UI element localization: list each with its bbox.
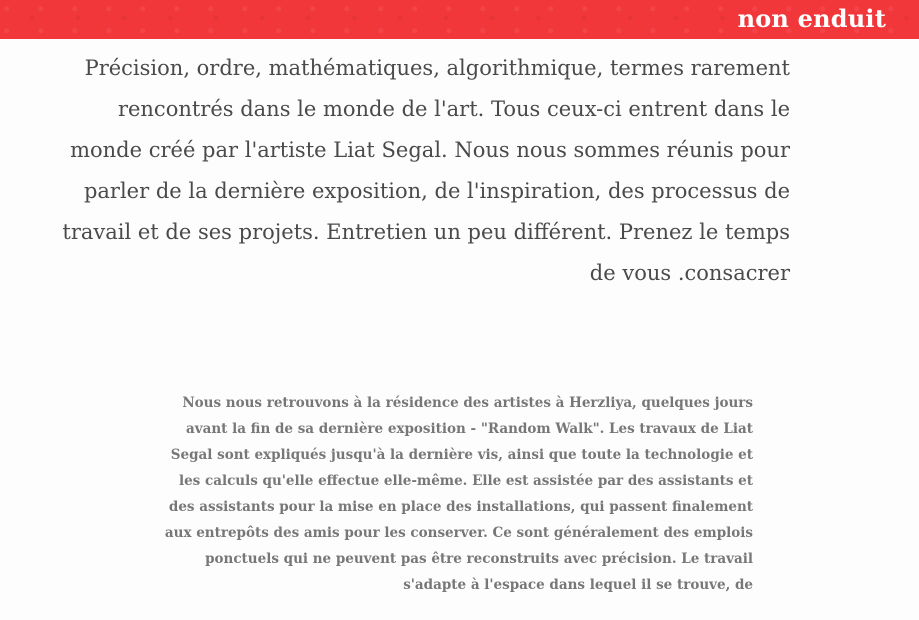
article-lead: Précision, ordre, mathématiques, algorithmique, termes rarement rencontrés dans le monde de l'art. Tous ceux-ci entrent dans le monde créé par l'artiste Liat Segal. Nous nous sommes réunis pour parler de la dernière exposition, de l'inspiration, des processus de travail et de ses projets. Entretien un peu différent. Prenez le temps de vous .consacrer (62, 56, 790, 285)
article-body-paragraph: Nous nous retrouvons à la résidence des artistes à Herzliya, quelques jours avant la fin de sa dernière exposition - "Random Walk". Les travaux de Liat Segal sont expliqués jusqu'à la dernière vis, ainsi que toute la technologie et les calculs qu'elle effectue elle-même. Elle est assistée par des assistants et des assistants pour la mise en place des installations, qui passent finalement aux entrepôts des amis pour les conserver. Ce sont généralement des emplois ponctuels qui ne peuvent pas être reconstruits avec précision. Le travail s'adapte à l'espace dans lequel il se trouve, de (164, 395, 753, 593)
site-header (0, 0, 919, 39)
site-logo-link[interactable]: non enduit (737, 4, 886, 33)
